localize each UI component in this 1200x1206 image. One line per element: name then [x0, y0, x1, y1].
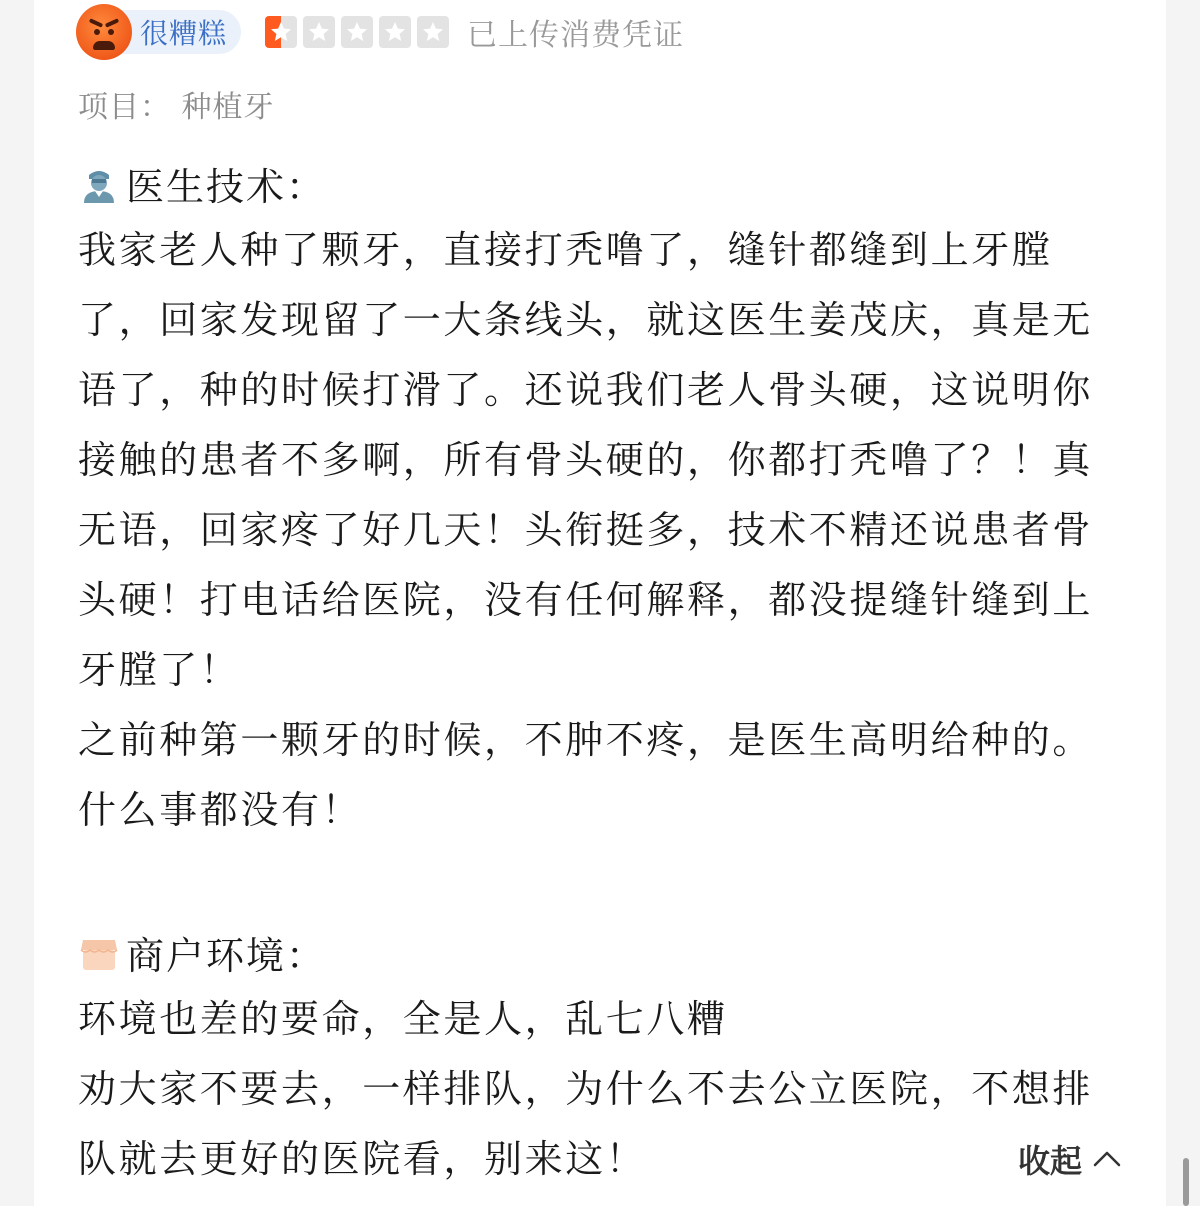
star-icon	[341, 16, 373, 48]
doctor-skill-heading	[78, 156, 326, 211]
storefront-icon	[78, 932, 120, 974]
receipt-uploaded-note: 已上传消费凭证	[467, 18, 685, 53]
project-label: 项目： 种植牙	[78, 90, 275, 125]
chevron-up-icon	[1092, 1149, 1122, 1169]
review-header	[78, 4, 684, 60]
environment-heading	[78, 925, 326, 980]
star-icon	[417, 16, 449, 48]
collapse-label: 收起	[1018, 1142, 1083, 1180]
star-icon	[379, 16, 411, 48]
star-icon	[265, 16, 297, 48]
star-rating	[265, 16, 455, 48]
rating-badge	[78, 10, 241, 54]
scrollbar[interactable]	[1183, 1158, 1189, 1206]
angry-face-icon	[76, 4, 132, 60]
doctor-skill-title: 医生技术：	[126, 165, 327, 209]
rating-label: 很糟糕	[140, 17, 228, 50]
doctor-icon	[78, 163, 120, 205]
environment-text: 环境也差的要命，全是人，乱七八糟 劝大家不要去，一样排队，为什么不去公立医院，不想排队就去更好的医院看，别来这！	[78, 997, 1094, 1181]
collapse-button[interactable]	[1018, 1136, 1122, 1182]
environment-title: 商户环境：	[126, 934, 327, 978]
star-icon	[303, 16, 335, 48]
doctor-skill-text: 我家老人种了颗牙，直接打秃噜了，缝针都缝到上牙膛了，回家发现留了一大条线头，就这医生姜茂庆，真是无语了，种的时候打滑了。还说我们老人骨头硬，这说明你接触的患者不多啊，所有骨头硬的，你都打秃噜了？！真无语，回家疼了好几天！头衔挺多，技术不精还说患者骨头硬！打电话给医院，没有任何解释，都没提缝针缝到上牙膛了！ 之前种第一颗牙的时候，不肿不疼，是医生高明给种的。什么事都没有！	[78, 228, 1094, 832]
